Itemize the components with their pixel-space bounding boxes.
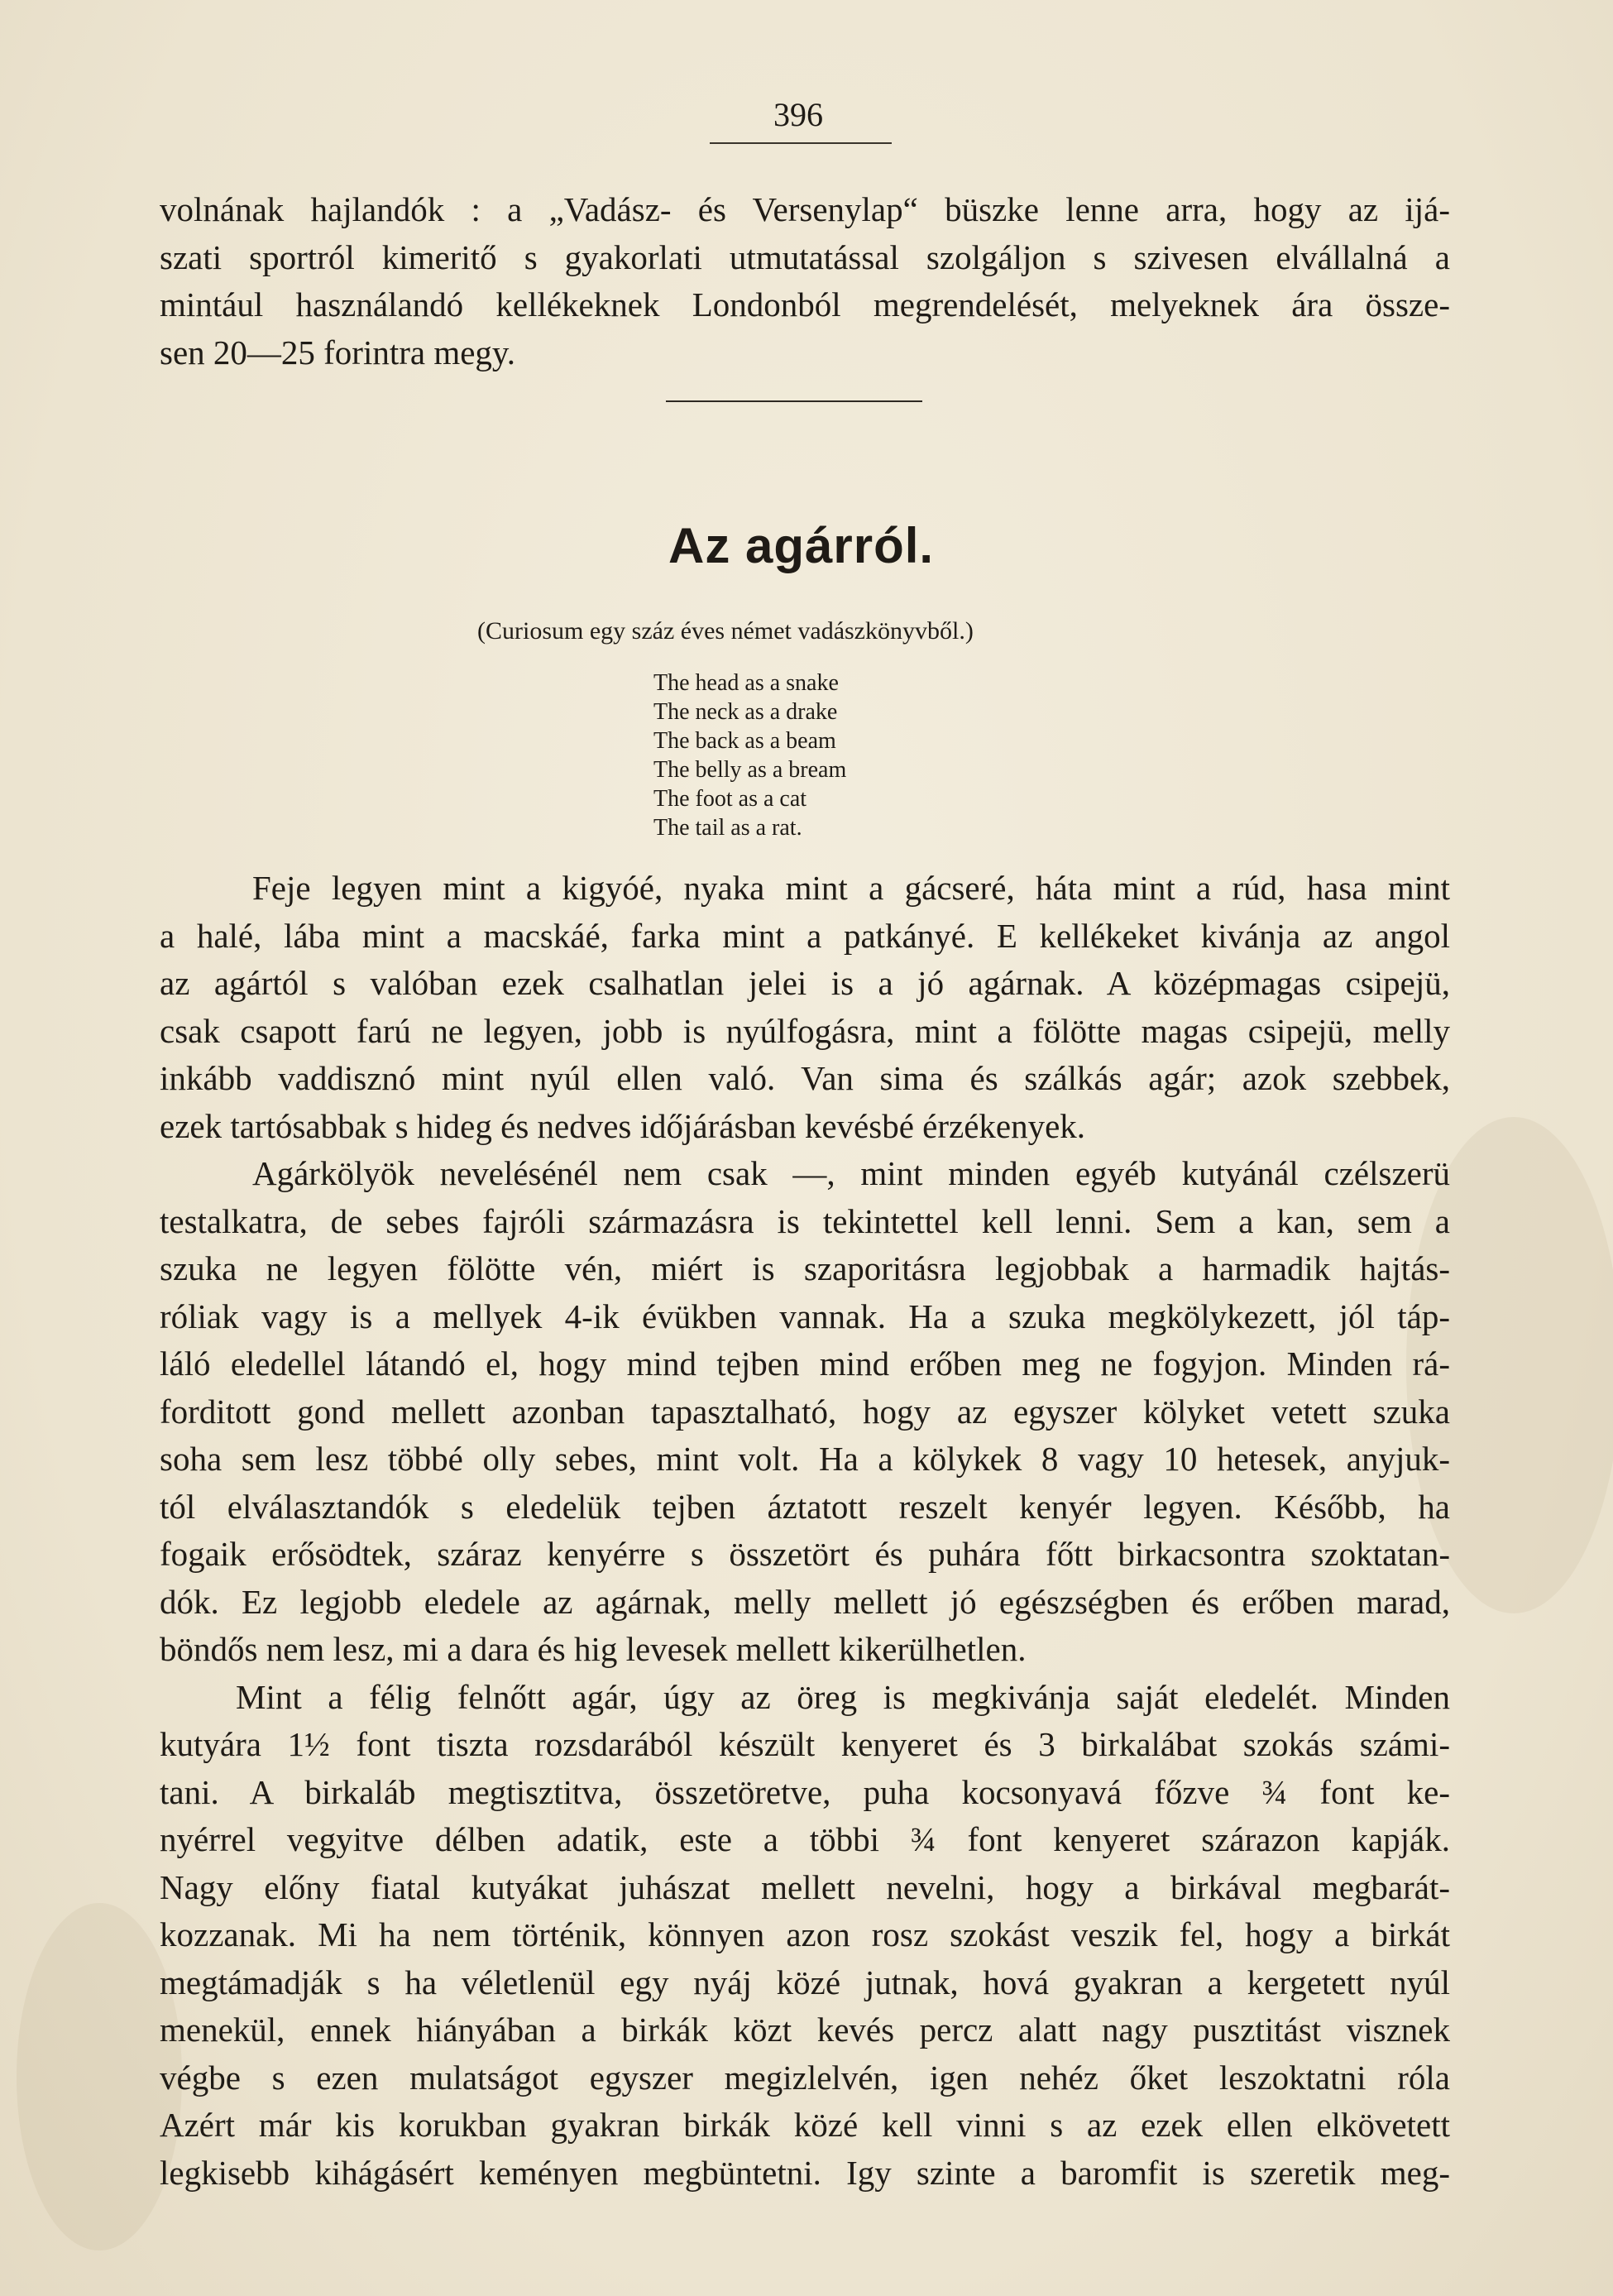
- intro-line: mintául használandó kellékeknek Londonból megrendelését, melyeknek ára össze-: [160, 285, 1450, 324]
- body-line: láló eledellel látandó el, hogy mind tejben mind erőben meg ne fogyjon. Minden rá-: [160, 1345, 1450, 1383]
- body-line: tól elválasztandók s eledelük tejben áztatott reszelt kenyér legyen. Később, ha: [160, 1487, 1450, 1526]
- source-note: (Curiosum egy száz éves német vadászkönyvből.): [477, 617, 974, 645]
- poem-line: The belly as a bream: [653, 757, 847, 783]
- intro-line: volnának hajlandók : a „Vadász- és Versenylap“ büszke lenne arra, hogy az ijá-: [160, 190, 1450, 228]
- body-line: róliak vagy is a mellyek 4-ik évükben vannak. Ha a szuka megkölykezett, jól táp-: [160, 1297, 1450, 1335]
- body-line: Feje legyen mint a kigyóé, nyaka mint a gácseré, háta mint a rúd, hasa mint: [252, 869, 1450, 907]
- body-line: Azért már kis korukban gyakran birkák közé kell vinni s az ezek ellen elkövetett: [160, 2106, 1450, 2144]
- body-line: csak csapott farú ne legyen, jobb is nyúlfogásra, mint a fölötte magas csipejü, melly: [160, 1011, 1450, 1050]
- body-line: dók. Ez legjobb eledele az agárnak, melly mellett jó egészségben és erőben marad,: [160, 1582, 1450, 1621]
- body-line: a halé, lába mint a macskáé, farka mint a patkányé. E kellékeket kivánja az angol: [160, 916, 1450, 955]
- body-line: megtámadják s ha véletlenül egy nyáj közé jutnak, hová gyakran a kergetett nyúl: [160, 1963, 1450, 2001]
- page-number-rule: [710, 142, 892, 144]
- body-line: Nagy előny fiatal kutyákat juhászat mellett nevelni, hogy a birkával megbarát-: [160, 1867, 1450, 1906]
- body-line: testalkatra, de sebes fajróli származásra is tekintettel kell lenni. Sem a kan, sem a: [160, 1201, 1450, 1240]
- intro-line: sen 20—25 forintra megy.: [160, 333, 516, 371]
- article-body: [160, 865, 1450, 2197]
- body-line: fogaik erősödtek, száraz kenyérre s összetört és puhára főtt birkacsontra szoktatan-: [160, 1535, 1450, 1573]
- body-line: legkisebb kihágásért keményen megbüntetni. Igy szinte a baromfit is szeretik meg-: [160, 2153, 1450, 2192]
- poem-line: The neck as a drake: [653, 699, 838, 725]
- article-title: Az agárról.: [668, 518, 935, 573]
- section-separator: [666, 400, 922, 402]
- poem-line: The back as a beam: [653, 728, 836, 754]
- body-line: kutyára 1½ font tiszta rozsdarából készült kenyeret és 3 birkalábat szokás számi-: [160, 1725, 1450, 1763]
- epigraph-poem: [653, 669, 846, 842]
- poem-line: The tail as a rat.: [653, 815, 802, 841]
- poem-line: The head as a snake: [653, 670, 839, 696]
- body-line: nyérrel vegyitve délben adatik, este a többi ¾ font kenyeret szárazon kapják.: [160, 1820, 1450, 1858]
- body-line: Mint a félig felnőtt agár, úgy az öreg is megkivánja saját eledelét. Minden: [236, 1677, 1450, 1716]
- paper-stain: [17, 1903, 182, 2250]
- body-line: szuka ne legyen fölötte vén, miért is szaporitásra legjobbak a harmadik hajtás-: [160, 1249, 1450, 1287]
- body-line: menekül, ennek hiányában a birkák közt kevés percz alatt nagy pusztitást visznek: [160, 2011, 1450, 2049]
- body-line: böndős nem lesz, mi a dara és hig levesek mellett kikerülhetlen.: [160, 1630, 1027, 1668]
- body-line: Agárkölyök nevelésénél nem csak —, mint minden egyéb kutyánál czélszerü: [252, 1154, 1450, 1192]
- intro-paragraph: [160, 186, 1450, 376]
- page-number: 396: [773, 96, 823, 133]
- poem-line: The foot as a cat: [653, 786, 807, 812]
- body-line: forditott gond mellett azonban tapasztalható, hogy az egyszer kölyket vetett szuka: [160, 1392, 1450, 1431]
- body-line: az agártól s valóban ezek csalhatlan jelei is a jó agárnak. A középmagas csipejü,: [160, 964, 1450, 1002]
- body-line: kozzanak. Mi ha nem történik, könnyen azon rosz szokást veszik fel, hogy a birkát: [160, 1915, 1450, 1953]
- body-line: tani. A birkaláb megtisztitva, összetöretve, puha kocsonyavá főzve ¾ font ke-: [160, 1772, 1450, 1811]
- body-line: soha sem lesz többé olly sebes, mint volt. Ha a kölykek 8 vagy 10 hetesek, anyjuk-: [160, 1440, 1450, 1478]
- body-line: ezek tartósabbak s hideg és nedves időjárásban kevésbé érzékenyek.: [160, 1106, 1086, 1145]
- intro-line: szati sportról kimeritő s gyakorlati utmutatással szolgáljon s szivesen elvállalná a: [160, 237, 1450, 276]
- body-line: inkább vaddisznó mint nyúl ellen való. Van sima és szálkás agár; azok szebbek,: [160, 1059, 1450, 1097]
- body-line: végbe s ezen mulatságot egyszer megizlelvén, igen nehéz őket leszoktatni róla: [160, 2058, 1450, 2097]
